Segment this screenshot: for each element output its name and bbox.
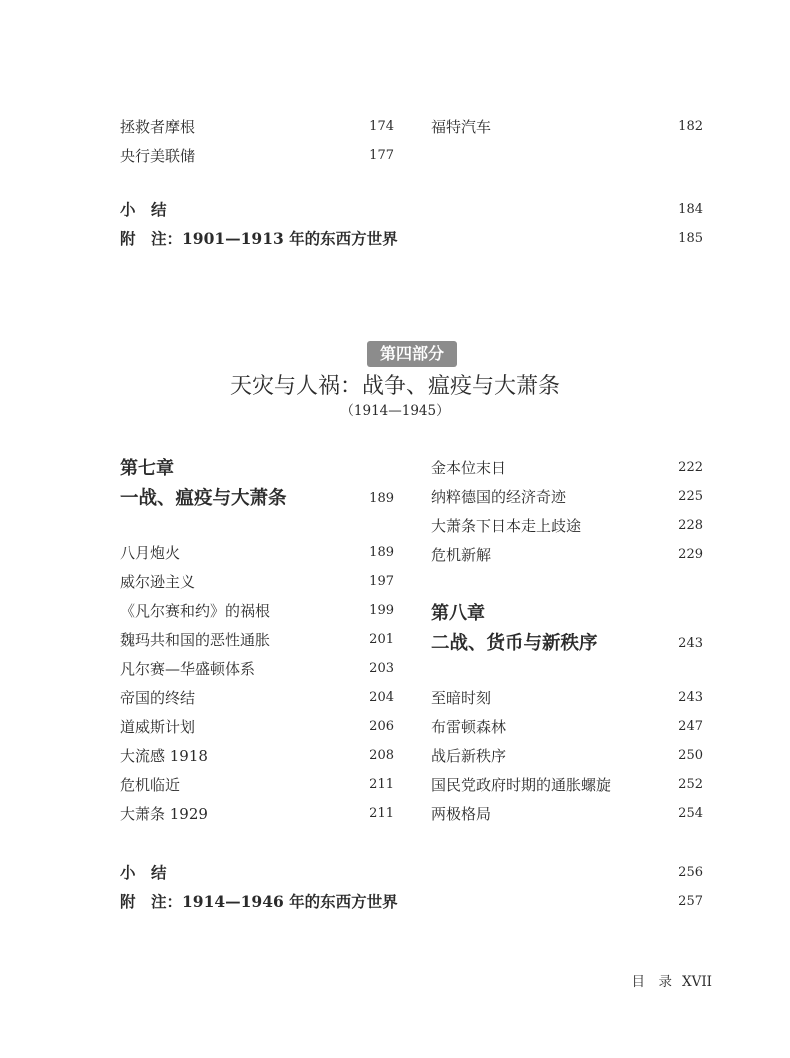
toc-entry-title: 两极格局 — [431, 805, 492, 823]
page-footer — [631, 972, 712, 992]
summary-page: 256 — [678, 865, 703, 880]
footer-page-number: XVII — [681, 974, 712, 990]
toc-entry-page: 254 — [678, 806, 703, 821]
appendix-label: 附 注：1901—1913 年的东西方世界 — [120, 229, 398, 248]
toc-entry-title: 危机临近 — [120, 776, 181, 794]
toc-entry-page: 177 — [369, 148, 394, 163]
toc-entry-title: 战后新秩序 — [431, 747, 507, 765]
toc-entry-title: 八月炮火 — [120, 544, 181, 562]
toc-entry-title: 拯救者摩根 — [120, 118, 196, 136]
toc-entry-title: 凡尔赛—华盛顿体系 — [120, 660, 256, 678]
chapter-title: 二战、货币与新秩序 — [431, 633, 598, 654]
part-badge: 第四部分 — [367, 341, 457, 367]
toc-entry-page: 211 — [369, 777, 394, 792]
toc-entry-page: 225 — [678, 489, 703, 504]
toc-entry-page: 199 — [369, 603, 394, 618]
toc-entry-page: 252 — [678, 777, 703, 792]
toc-entry-title: 帝国的终结 — [120, 689, 196, 707]
toc-entry-title: 金本位末日 — [431, 459, 507, 477]
appendix-page: 257 — [678, 894, 703, 909]
toc-entry-page: 208 — [369, 748, 394, 763]
toc-entry-title: 道威斯计划 — [120, 718, 196, 736]
toc-entry-page: 174 — [369, 119, 394, 134]
toc-entry-page: 206 — [369, 719, 394, 734]
toc-entry-title: 福特汽车 — [431, 118, 492, 136]
appendix-label: 附 注：1914—1946 年的东西方世界 — [120, 892, 398, 911]
toc-entry-title: 威尔逊主义 — [120, 573, 196, 591]
toc-entry-title: 国民党政府时期的通胀螺旋 — [431, 776, 612, 794]
toc-entry-title: 纳粹德国的经济奇迹 — [431, 488, 567, 506]
toc-entry-page: 197 — [369, 574, 394, 589]
toc-entry-title: 至暗时刻 — [431, 689, 492, 707]
summary-page: 184 — [678, 202, 703, 217]
toc-entry-page: 204 — [369, 690, 394, 705]
part-title: 天灾与人祸：战争、瘟疫与大萧条 — [229, 374, 560, 399]
toc-entry-page: 243 — [678, 690, 703, 705]
toc-entry-page: 222 — [678, 460, 703, 475]
toc-entry-page: 211 — [369, 806, 394, 821]
summary-label: 小 结 — [120, 200, 167, 219]
toc-entry-title: 大流感 1918 — [120, 747, 208, 765]
toc-entry-title: 魏玛共和国的恶性通胀 — [120, 631, 271, 649]
chapter-page: 189 — [369, 491, 394, 506]
toc-entry-page: 201 — [369, 632, 394, 647]
footer-label: 目 录 — [631, 974, 672, 990]
toc-entry-page: 203 — [369, 661, 394, 676]
chapter-label: 第七章 — [120, 458, 174, 479]
part-years: （1914—1945） — [340, 403, 450, 419]
toc-entry-title: 大萧条下日本走上歧途 — [431, 517, 582, 535]
toc-entry-page: 228 — [678, 518, 703, 533]
chapter-label: 第八章 — [431, 603, 485, 624]
toc-entry-page: 250 — [678, 748, 703, 763]
toc-entry-page: 189 — [369, 545, 394, 560]
appendix-page: 185 — [678, 231, 703, 246]
toc-entry-title: 危机新解 — [431, 546, 492, 564]
toc-entry-page: 247 — [678, 719, 703, 734]
toc-entry-title: 央行美联储 — [120, 147, 196, 165]
toc-entry-page: 229 — [678, 547, 703, 562]
toc-entry-title: 大萧条 1929 — [120, 805, 208, 823]
chapter-page: 243 — [678, 636, 703, 651]
toc-entry-title: 《凡尔赛和约》的祸根 — [120, 602, 271, 620]
toc-entry-page: 182 — [678, 119, 703, 134]
chapter-title: 一战、瘟疫与大萧条 — [120, 488, 287, 509]
toc-entry-title: 布雷顿森林 — [431, 718, 507, 736]
summary-label: 小 结 — [120, 863, 167, 882]
